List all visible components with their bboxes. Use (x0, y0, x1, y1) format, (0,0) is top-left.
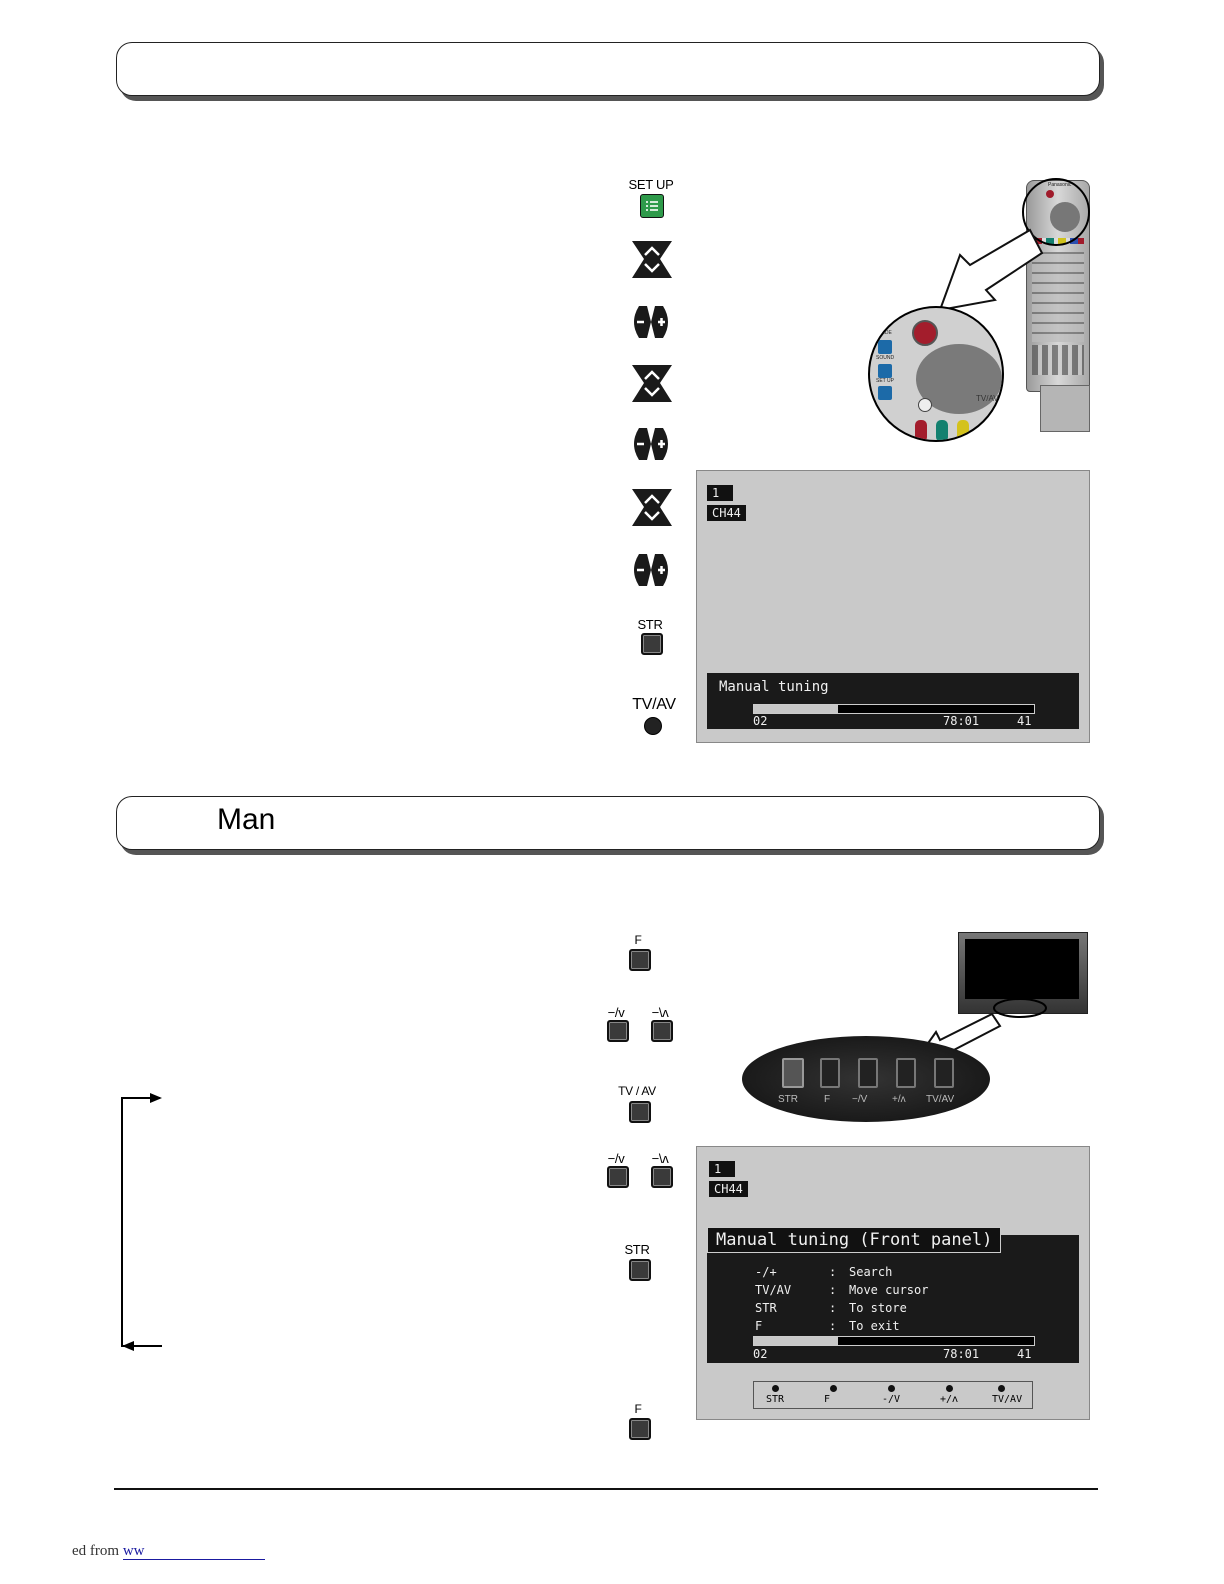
minus-plus-icon[interactable] (627, 552, 675, 588)
strip-dot (772, 1385, 779, 1392)
minus-v-label-2: −/v (607, 1151, 625, 1166)
tuning-progress-bar-2 (753, 1336, 1035, 1346)
strip-dot (998, 1385, 1005, 1392)
help-row-key: TV/AV (755, 1283, 792, 1297)
position-number-2: 1 (709, 1161, 735, 1177)
front-panel-tuning-title: Manual tuning (Front panel) (707, 1227, 1001, 1253)
channel-label-2: CH44 (709, 1181, 748, 1197)
str-button[interactable] (641, 633, 663, 655)
str-label-2: STR (624, 1242, 650, 1257)
remote-setup-label: SET UP (876, 378, 894, 384)
channel-label: CH44 (707, 505, 746, 521)
remote-guide-label: GUIDE (876, 330, 892, 336)
strip-dot (830, 1385, 837, 1392)
fine-value-2: 41 (1017, 1347, 1032, 1361)
front-label-tvav: TV/AV (926, 1094, 955, 1105)
strip-dot (888, 1385, 895, 1392)
footer-rule (114, 1488, 1098, 1490)
help-rows (755, 1263, 928, 1335)
minus-up-label-2: −\ʌ (651, 1151, 669, 1166)
strip-label: F (824, 1394, 831, 1405)
loop-bracket-arrow (112, 1090, 172, 1360)
setup-label: SET UP (628, 177, 674, 192)
footer-link[interactable]: ww (123, 1543, 265, 1560)
up-down-icon[interactable] (630, 488, 674, 528)
volume-up-button[interactable] (651, 1020, 673, 1042)
help-row-sep: : (829, 1319, 837, 1333)
tuning-progress-fill (754, 705, 838, 713)
help-row-key: -/+ (755, 1265, 777, 1279)
str-front-button[interactable] (629, 1259, 651, 1281)
up-down-icon[interactable] (630, 364, 674, 404)
help-row-sep: : (829, 1283, 837, 1297)
remote-sound-label: SOUND (876, 355, 895, 361)
help-row (755, 1317, 928, 1335)
power-icon (912, 320, 938, 346)
band-value-2: 02 (753, 1347, 768, 1361)
frequency-value-2: 78:01 (943, 1347, 980, 1361)
tvav-front-button[interactable] (629, 1101, 651, 1123)
tvav-spaced-label: TV / AV (618, 1084, 656, 1098)
manual-tuning-title: Manual tuning (719, 679, 829, 695)
front-panel-illustration (742, 1036, 990, 1122)
volume-down-button[interactable] (607, 1020, 629, 1042)
help-row-sep: : (829, 1301, 837, 1315)
up-down-icon[interactable] (630, 240, 674, 280)
tvav-label: TV/AV (632, 696, 676, 713)
front-panel-tuning-panel (707, 1230, 1079, 1363)
footer-prefix: ed from (72, 1543, 123, 1559)
front-plus-button (896, 1058, 916, 1088)
strip-label: -/V (882, 1394, 901, 1405)
footer-text (72, 1543, 265, 1560)
remote-brand-label: Panasonic (1048, 182, 1072, 188)
position-number: 1 (707, 485, 733, 501)
help-row-desc: To exit (849, 1319, 900, 1333)
help-row-desc: Move cursor (849, 1283, 929, 1297)
setup-button[interactable] (640, 194, 664, 218)
help-row (755, 1281, 928, 1299)
band-value: 02 (753, 714, 768, 728)
volume-down-button-2[interactable] (607, 1166, 629, 1188)
front-tvav-button (934, 1058, 954, 1088)
f-button[interactable] (629, 949, 651, 971)
front-f-button (820, 1058, 840, 1088)
frequency-value: 78:01 (943, 714, 980, 728)
section-header-1 (116, 42, 1100, 96)
front-minus-button (858, 1058, 878, 1088)
tv-screen-2 (696, 1146, 1090, 1420)
section-title-2: Man (217, 803, 276, 836)
help-row-key: F (755, 1319, 763, 1333)
volume-up-button-2[interactable] (651, 1166, 673, 1188)
front-label-plus: +/ʌ (892, 1094, 906, 1105)
tuning-progress-fill-2 (754, 1337, 838, 1345)
minus-plus-icon[interactable] (627, 304, 675, 340)
front-label-str: STR (778, 1094, 798, 1105)
help-row-sep: : (829, 1265, 837, 1279)
front-label-minus: −/V (852, 1094, 868, 1105)
manual-tuning-panel (707, 673, 1079, 729)
strip-label: STR (766, 1394, 785, 1405)
minus-up-label: −\ʌ (651, 1005, 669, 1020)
remote-zoom-circle (868, 306, 1004, 442)
tvav-button[interactable] (644, 717, 662, 735)
help-row (755, 1263, 928, 1281)
section-header-2 (116, 796, 1100, 850)
remote-tvav-label: TV/AV (976, 394, 999, 403)
f-label-2: F (634, 1402, 642, 1416)
strip-dot (946, 1385, 953, 1392)
front-button-strip (753, 1381, 1033, 1409)
f-button-2[interactable] (629, 1418, 651, 1440)
fine-value: 41 (1017, 714, 1032, 728)
minus-plus-icon[interactable] (627, 426, 675, 462)
front-str-button (782, 1058, 804, 1088)
help-row-key: STR (755, 1301, 777, 1315)
help-row-desc: To store (849, 1301, 907, 1315)
help-row-desc: Search (849, 1265, 893, 1279)
tuning-progress-bar (753, 704, 1035, 714)
str-label: STR (637, 617, 663, 632)
help-row (755, 1299, 928, 1317)
strip-label: +/ʌ (940, 1394, 959, 1405)
front-label-f: F (824, 1094, 831, 1105)
f-label: F (634, 933, 642, 947)
tv-screen-1 (696, 470, 1090, 743)
minus-v-label: −/v (607, 1005, 625, 1020)
strip-label: TV/AV (992, 1394, 1023, 1405)
menu-list-icon (641, 195, 663, 217)
